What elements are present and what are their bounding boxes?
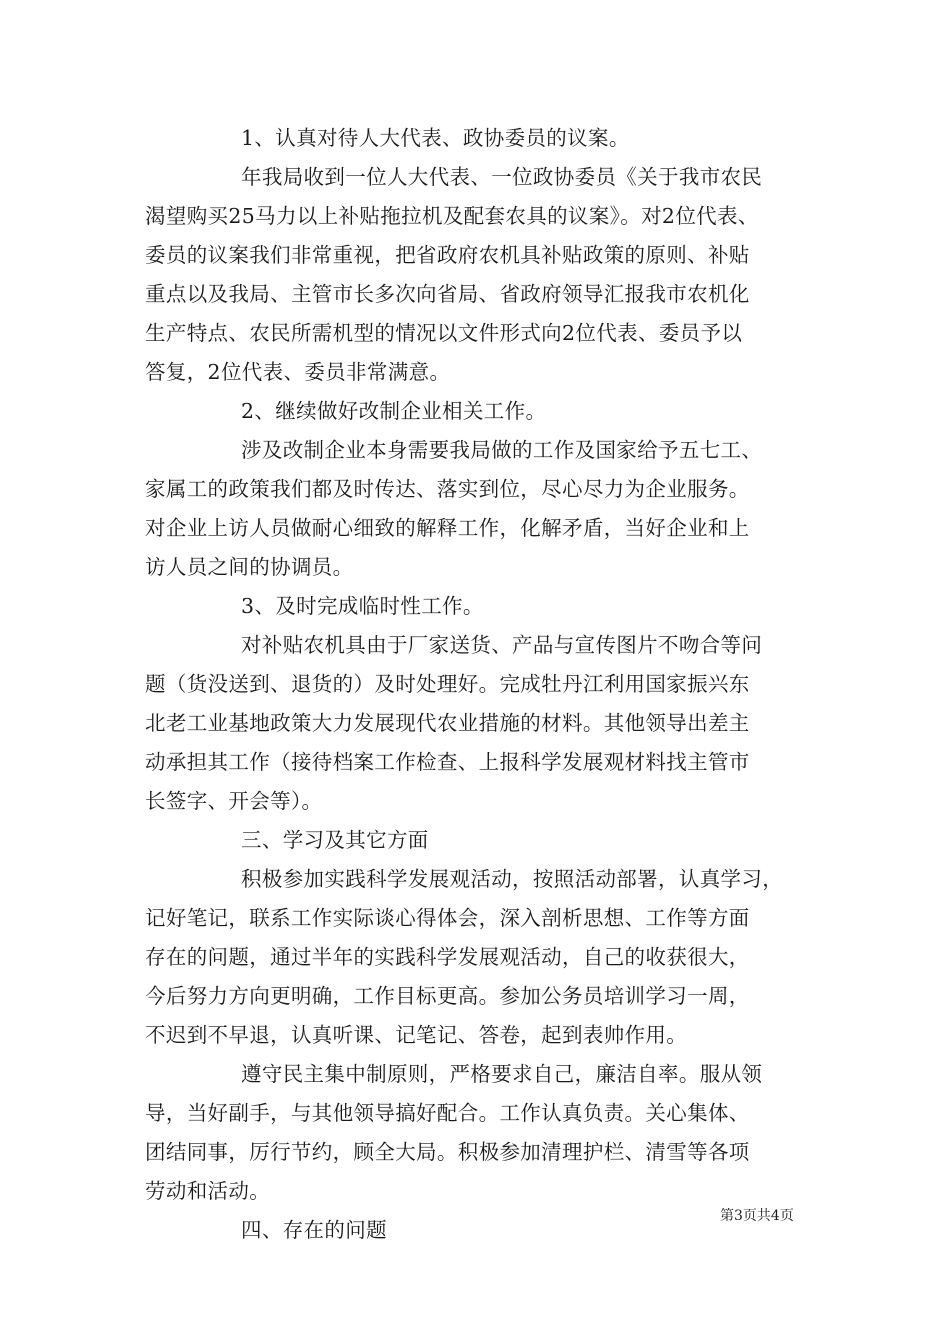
section-heading: 四、存在的问题 (241, 1218, 387, 1242)
paragraph-line: 积极参加实践科学发展观活动，按照活动部署，认真学习， (241, 867, 784, 891)
paragraph-line: 长签字、开会等）。 (145, 789, 323, 813)
paragraph-line: 年我局收到一位人大代表、一位政协委员《关于我市农民 (241, 165, 763, 189)
paragraph-line: 委员的议案我们非常重视，把省政府农机具补贴政策的原则、补贴 (145, 243, 750, 267)
paragraph-line: 动承担其工作（接待档案工作检查、上报科学发展观材料找主管市 (145, 750, 750, 774)
paragraph-line: 重点以及我局、主管市长多次向省局、省政府领导汇报我市农机化 (145, 282, 750, 306)
paragraph-line: 对补贴农机具由于厂家送货、产品与宣传图片不吻合等问 (241, 633, 763, 657)
paragraph-line: 记好笔记，联系工作实际谈心得体会，深入剖析思想、工作等方面 (145, 906, 750, 930)
paragraph-line: 家属工的政策我们都及时传达、落实到位，尽心尽力为企业服务。 (145, 477, 750, 501)
paragraph-line: 答复，2位代表、委员非常满意。 (145, 360, 451, 384)
paragraph-line: 北老工业基地政策大力发展现代农业措施的材料。其他领导出差主 (145, 711, 750, 735)
paragraph-line: 遵守民主集中制原则，严格要求自己，廉洁自率。服从领 (241, 1062, 763, 1086)
paragraph-line: 劳动和活动。 (145, 1179, 271, 1203)
page-number: 第3页共4页 (720, 1208, 794, 1224)
section-heading: 三、学习及其它方面 (241, 828, 429, 852)
paragraph-line: 团结同事，厉行节约，顾全大局。积极参加清理护栏、清雪等各项 (145, 1140, 750, 1164)
paragraph-line: 导，当好副手，与其他领导搞好配合。工作认真负责。关心集体、 (145, 1101, 750, 1125)
section-heading: 2、继续做好改制企业相关工作。 (241, 399, 547, 423)
paragraph-line: 访人员之间的协调员。 (145, 555, 354, 579)
paragraph-line: 对企业上访人员做耐心细致的解释工作，化解矛盾，当好企业和上 (145, 516, 750, 540)
section-heading: 1、认真对待人大代表、政协委员的议案。 (241, 126, 630, 150)
paragraph-line: 不迟到不早退，认真听课、记笔记、答卷，起到表帅作用。 (145, 1023, 688, 1047)
paragraph-line: 渴望购买25马力以上补贴拖拉机及配套农具的议案》。对2位代表、 (145, 204, 759, 228)
document-body (145, 119, 810, 1250)
paragraph-line: 今后努力方向更明确，工作目标更高。参加公务员培训学习一周， (145, 984, 750, 1008)
paragraph-line: 涉及改制企业本身需要我局做的工作及国家给予五七工、 (241, 438, 763, 462)
paragraph-line: 存在的问题，通过半年的实践科学发展观活动，自己的收获很大， (145, 945, 750, 969)
paragraph-line: 题（货没送到、退货的）及时处理好。完成牡丹江利用国家振兴东 (145, 672, 750, 696)
section-heading: 3、及时完成临时性工作。 (241, 594, 484, 618)
paragraph-line: 生产特点、农民所需机型的情况以文件形式向2位代表、委员予以 (145, 321, 743, 345)
